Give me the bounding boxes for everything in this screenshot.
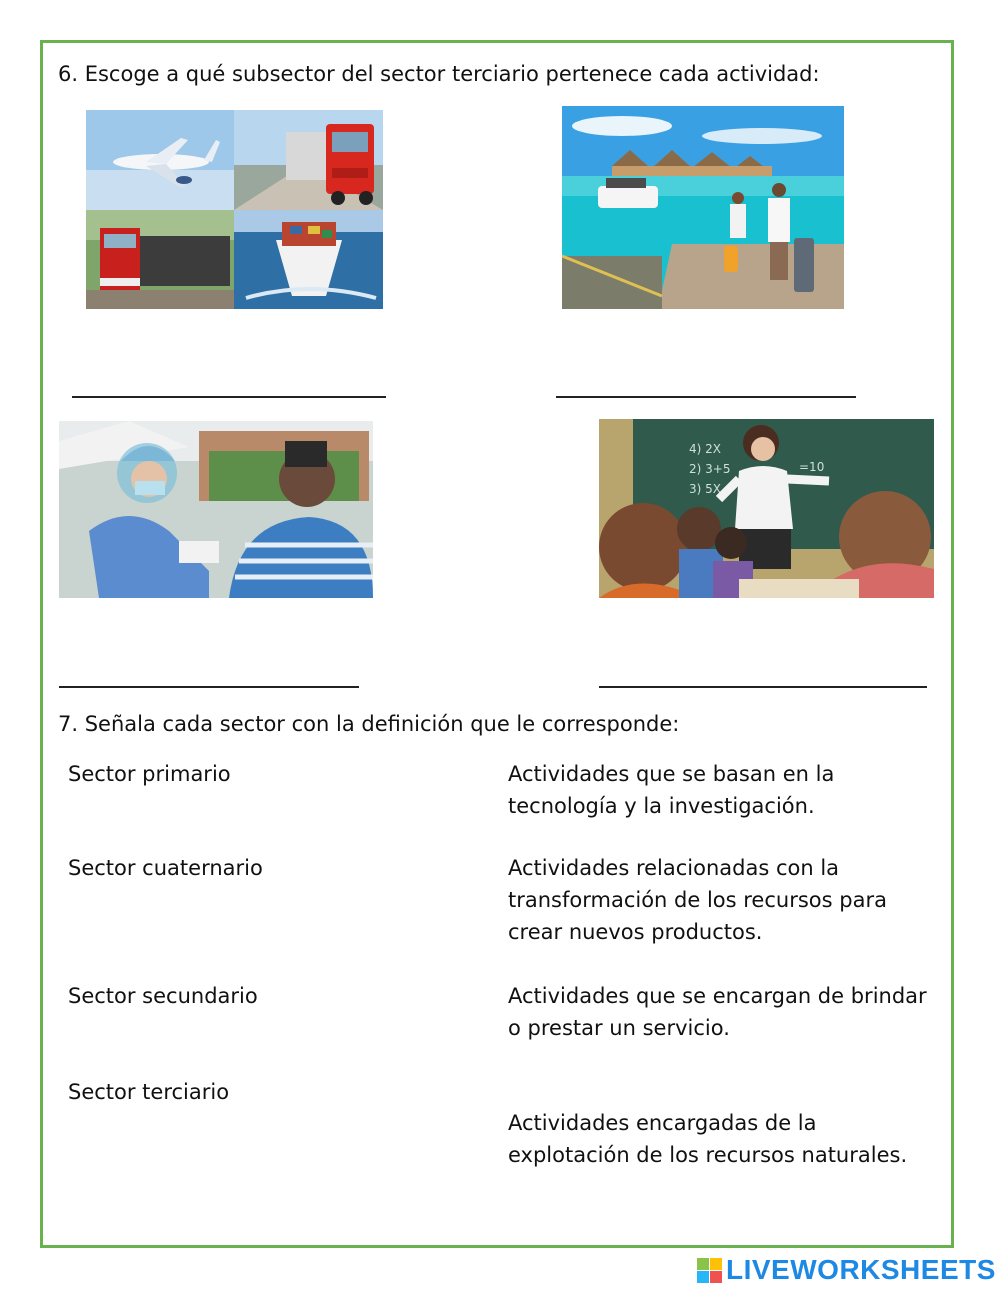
sector-terciario[interactable]: Sector terciario	[68, 1080, 230, 1104]
sector-cuaternario[interactable]: Sector cuaternario	[68, 856, 263, 880]
logo-blocks-icon	[697, 1258, 722, 1283]
sector-secundario[interactable]: Sector secundario	[68, 984, 258, 1008]
question-7-title: 7. Señala cada sector con la definición que le corresponde:	[58, 712, 680, 736]
sector-primario[interactable]: Sector primario	[68, 762, 231, 786]
definition-natural-resources[interactable]: Actividades encargadas de la explotación de los recursos naturales.	[508, 1111, 908, 1167]
transport-collage-image	[86, 110, 383, 309]
health-image	[59, 421, 373, 598]
definition-service[interactable]: Actividades que se encargan de brindar o prestar un servicio.	[508, 984, 927, 1040]
svg-text:3) 5X: 3) 5X	[689, 482, 721, 496]
svg-text:2) 3+5: 2) 3+5	[689, 462, 731, 476]
answer-line-transport[interactable]	[72, 396, 386, 398]
question-6-title: 6. Escoge a qué subsector del sector terciario pertenece cada actividad:	[58, 62, 820, 86]
education-image	[599, 419, 934, 598]
tourism-image	[562, 106, 844, 309]
liveworksheets-logo	[697, 1253, 996, 1287]
svg-text:4) 2X: 4) 2X	[689, 442, 721, 456]
svg-text:=10: =10	[799, 460, 825, 474]
definition-technology[interactable]: Actividades que se basan en la tecnología y la investigación.	[508, 762, 835, 818]
logo-text: LIVEWORKSHEETS	[726, 1254, 996, 1285]
definition-transformation[interactable]: Actividades relacionadas con la transformación de los recursos para crear nuevos productos.	[508, 856, 887, 944]
answer-line-tourism[interactable]	[556, 396, 856, 398]
answer-line-education[interactable]	[599, 686, 927, 688]
answer-line-health[interactable]	[59, 686, 359, 688]
